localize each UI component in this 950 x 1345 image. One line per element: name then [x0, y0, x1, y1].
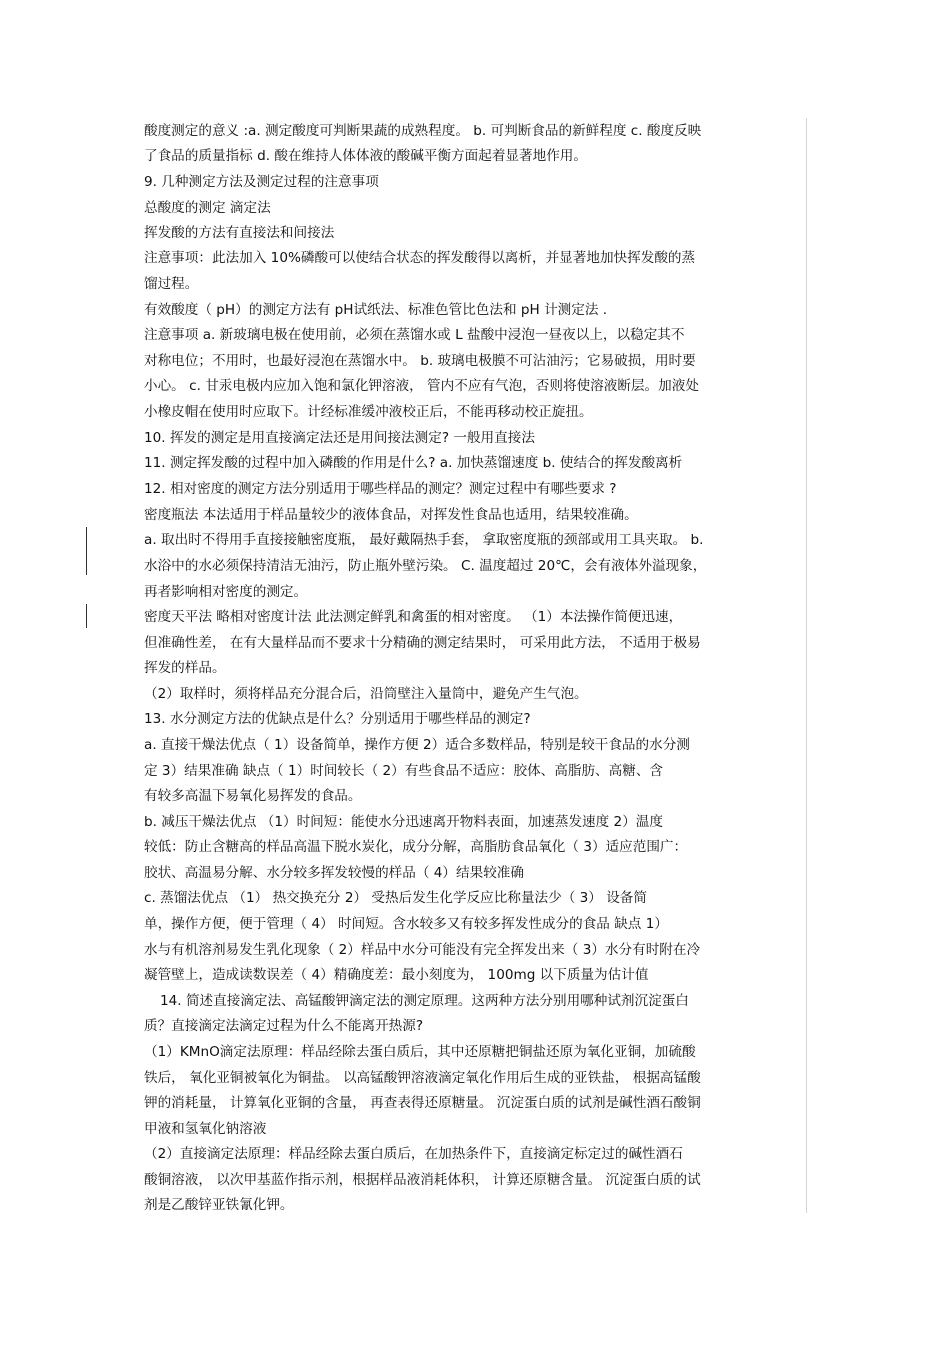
text-line: 小心。 c. 甘汞电极内应加入饱和氯化钾溶液， 管内不应有气泡，否则将使溶液断层。加液处 — [144, 378, 699, 394]
text-line: 凝管壁上，造成读数误差（ 4）精确度差：最小刻度为， 100mg 以下质量为估计值 — [144, 967, 649, 983]
text-line: 酸度测定的意义 :a. 测定酸度可判断果蔬的成熟程度。 b. 可判断食品的新鲜程度 c. 酸度反映 — [144, 123, 702, 139]
text-line: 较低：防止含糖高的样品高温下脱水炭化，成分分解，高脂肪食品氧化（ 3）适应范围广： — [144, 839, 688, 855]
text-line: 定 3）结果准确 缺点（ 1）时间较长（ 2）有些食品不适应：胶体、高脂肪、高糖、含 — [144, 763, 664, 779]
question-14: 14. 简述直接滴定法、高锰酸钾滴定法的测定原理。这两种方法分别用哪种试剂沉淀蛋白 — [160, 993, 689, 1009]
text-line: 总酸度的测定 滴定法 — [144, 200, 271, 216]
text-line: （1）KMnO滴定法原理：样品经除去蛋白质后，其中还原糖把铜盐还原为氧化亚铜，加硫酸 — [144, 1044, 696, 1060]
text-line: a. 直接干燥法优点（ 1）设备简单，操作方便 2）适合多数样品，特别是较干食品的水分测 — [144, 737, 690, 753]
text-line: 密度天平法 略相对密度计法 此法测定鲜乳和禽蛋的相对密度。 （1）本法操作简便迅速， — [144, 609, 683, 625]
text-line: 铁后， 氧化亚铜被氧化为铜盐。 以高锰酸钾溶液滴定氧化作用后生成的亚铁盐， 根据高锰酸 — [144, 1070, 701, 1086]
text-line: 但准确性差， 在有大量样品而不要求十分精确的测定结果时， 可采用此方法， 不适用于极易 — [144, 635, 701, 651]
question-10: 10. 挥发的测定是用直接滴定法还是用间接法测定? 一般用直接法 — [144, 430, 535, 446]
text-line: 酸铜溶液， 以次甲基蓝作指示剂，根据样品液消耗体积， 计算还原糖含量。 沉淀蛋白质的试 — [144, 1172, 701, 1188]
margin-change-bar — [86, 604, 87, 628]
text-line: 再者影响相对密度的测定。 — [144, 584, 308, 600]
text-line: 单，操作方便，便于管理（ 4） 时间短。含水较多又有较多挥发性成分的食品 缺点 1） — [144, 916, 668, 932]
text-line: 剂是乙酸锌亚铁氰化钾。 — [144, 1197, 294, 1213]
text-line: 小橡皮帽在使用时应取下。计经标准缓冲液校正后，不能再移动校正旋扭。 — [144, 404, 593, 420]
text-line: 胶状、高温易分解、水分较多挥发较慢的样品（ 4）结果较准确 — [144, 865, 524, 881]
question-12: 12. 相对密度的测定方法分别适用于哪些样品的测定？测定过程中有哪些要求 ? — [144, 481, 617, 497]
text-line: 挥发的样品。 — [144, 660, 226, 676]
text-line: 注意事项：此法加入 10%磷酸可以使结合状态的挥发酸得以离析，并显著地加快挥发酸的蒸 — [144, 250, 696, 266]
text-line: （2）直接滴定法原理：样品经除去蛋白质后，在加热条件下，直接滴定标定过的碱性酒石 — [144, 1146, 683, 1162]
text-line: 对称电位；不用时，也最好浸泡在蒸馏水中。 b. 玻璃电极膜不可沾油污；它易破损，用时要 — [144, 353, 696, 369]
text-line: 馏过程。 — [144, 276, 199, 292]
text-line: 水浴中的水必须保持清洁无油污，防止瓶外壁污染。 C. 温度超过 20℃，会有液体外溢现象， — [144, 558, 707, 574]
text-line: 水与有机溶剂易发生乳化现象（ 2）样品中水分可能没有完全挥发出来（ 3）水分有时附在冷 — [144, 942, 701, 958]
text-line: 质？直接滴定法滴定过程为什么不能离开热源? — [144, 1018, 424, 1034]
text-line: 密度瓶法 本法适用于样品量较少的液体食品，对挥发性食品也适用，结果较准确。 — [144, 507, 638, 523]
margin-change-bar — [86, 527, 87, 575]
question-13: 13. 水分测定方法的优缺点是什么？分别适用于哪些样品的测定? — [144, 711, 531, 727]
text-line: 有效酸度（ pH）的测定方法有 pH试纸法、标准色管比色法和 pH 计测定法 . — [144, 302, 608, 318]
text-line: 钾的消耗量， 计算氧化亚铜的含量， 再查表得还原糖量。 沉淀蛋白质的试剂是碱性酒石酸铜 — [144, 1095, 701, 1111]
text-line: b. 减压干燥法优点 （1）时间短：能使水分迅速离开物料表面，加速蒸发速度 2）温度 — [144, 814, 663, 830]
text-line: c. 蒸馏法优点 （1） 热交换充分 2） 受热后发生化学反应比称量法少（ 3） 设备简 — [144, 890, 647, 906]
text-line: 挥发酸的方法有直接法和间接法 — [144, 225, 335, 241]
section-heading-9: 9. 几种测定方法及测定过程的注意事项 — [144, 174, 379, 190]
text-line: 了食品的质量指标 d. 酸在维持人体体液的酸碱平衡方面起着显著地作用。 — [144, 148, 587, 164]
text-line: （2）取样时，须将样品充分混合后，沿筒壁注入量筒中，避免产生气泡。 — [144, 686, 588, 702]
text-line: 注意事项 a. 新玻璃电极在使用前，必须在蒸馏水或 L 盐酸中浸泡一昼夜以上，以稳定其不 — [144, 327, 685, 343]
question-11: 11. 测定挥发酸的过程中加入磷酸的作用是什么? a. 加快蒸馏速度 b. 使结合的挥发酸离析 — [144, 455, 683, 471]
text-line: 甲液和氢氧化钠溶液 — [144, 1121, 267, 1137]
text-line: 有较多高温下易氧化易挥发的食品。 — [144, 788, 362, 804]
text-line: a. 取出时不得用手直接接触密度瓶， 最好戴隔热手套， 拿取密度瓶的颈部或用工具夹取。 b. — [144, 532, 704, 548]
